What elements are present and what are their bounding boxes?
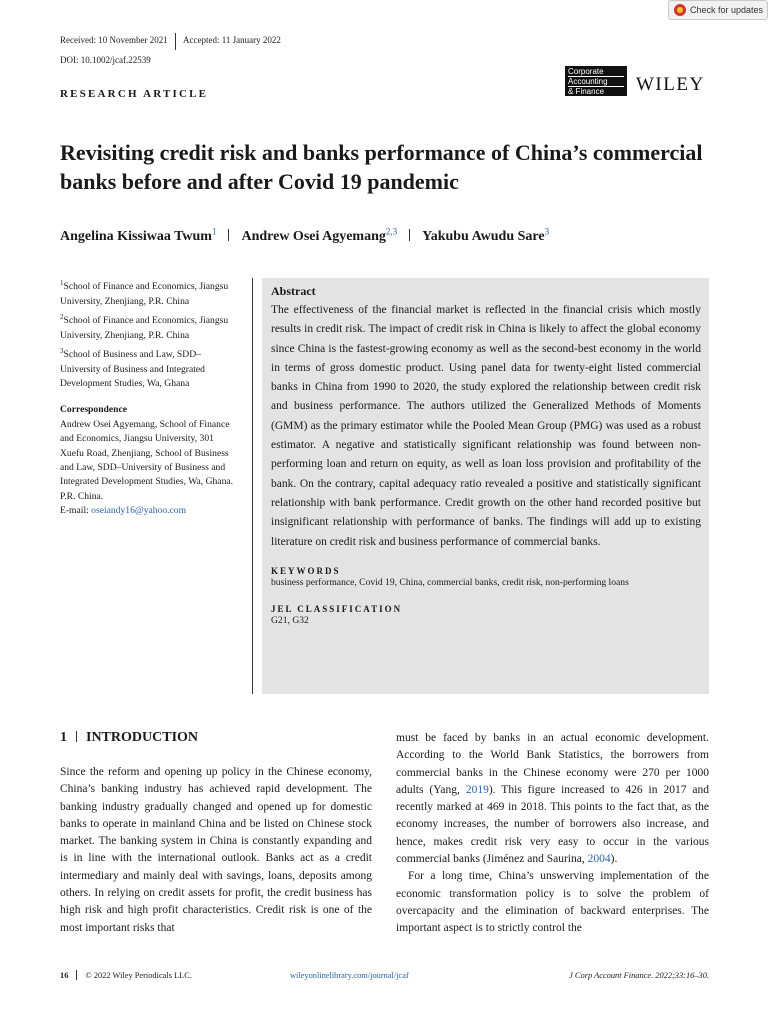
copyright: © 2022 Wiley Periodicals LLC.	[85, 970, 192, 980]
body-paragraph: For a long time, China’s unswerving implementation of the economic transformation policy is to solve the problem of overcapacity and the elimination of backward enterprises. The important aspect is to strictly control the	[396, 870, 709, 935]
journal-logo-line: Corporate	[568, 67, 624, 77]
page-number: 16	[60, 970, 69, 980]
article-type: RESEARCH ARTICLE	[60, 88, 209, 100]
correspondence-heading: Correspondence	[60, 404, 127, 416]
article-title: Revisiting credit risk and banks performance of China’s commercial banks before and after Covid 19 pandemic	[60, 140, 703, 194]
author-name[interactable]: Yakubu Awudu Sare$^3$	[422, 226, 550, 244]
jel-heading: JEL CLASSIFICATION	[271, 603, 403, 614]
keywords-text: business performance, Covid 19, China, commercial banks, credit risk, non-performing loans	[271, 576, 629, 588]
header-divider	[175, 33, 176, 50]
citation-link[interactable]: 2004	[587, 853, 611, 866]
publisher-logo: WILEY	[636, 74, 705, 95]
check-for-updates-button[interactable]	[668, 0, 768, 20]
body-column-right	[396, 730, 709, 938]
accepted-date: Accepted: 11 January 2022	[183, 35, 281, 45]
page-footer	[60, 970, 709, 980]
journal-logo	[565, 66, 627, 96]
email-link[interactable]: oseiandy16@yahoo.com	[91, 505, 187, 517]
affiliation: $^3$School of Business and Law, SDD–University of Business and Integrated Development Studies, Wa, Ghana	[60, 347, 205, 389]
affiliation: $^2$School of Finance and Economics, Jiangsu University, Zhenjiang, P.R. China	[60, 313, 229, 341]
received-date: Received: 10 November 2021	[60, 35, 168, 45]
affiliations-panel	[60, 276, 240, 519]
journal-citation: J Corp Account Finance. 2022;33:16–30.	[569, 970, 709, 980]
journal-logo-line: & Finance	[568, 87, 624, 97]
section-heading: 1 INTRODUCTION	[60, 730, 199, 745]
correspondence-email: E-mail: oseiandy16@yahoo.com	[60, 505, 187, 517]
abstract-rule	[252, 278, 253, 694]
author-name[interactable]: Angelina Kissiwaa Twum$^1$	[60, 226, 217, 244]
journal-logo-line: Accounting	[568, 77, 624, 87]
journal-url-link[interactable]: wileyonlinelibrary.com/journal/jcaf	[289, 970, 409, 980]
abstract-heading: Abstract	[271, 284, 316, 298]
abstract-text: The effectiveness of the financial market is reflected in the financial crisis which mostly results in credit risk. The impact of credit risk in China is likely to affect the global economy since China is the fastest-growing economy as well as the second-best economy in the world in terms of gross domestic product. Using panel data for twenty-eight listed commercial banks in China from 1990 to 2020, the study explored the relationship between credit risk and business performance. The authors utilized the Generalized Methods of Moments (GMM) as the primary estimator while the Pooled Mean Group (PMG) was used as a robust estimator. A negative and statistically significant relationship was found between non-performing loan and return on equity, as well as loan loss provision and profitability of the bank. On the contrary, capital adequacy ratio revealed a positive and statistically significant relationship with bank performance. Credit growth on the other hand recorded positive but insignificant relationship with performance of banks. The findings will add up to existing literature on credit risk and business performance of commercial banks.	[271, 304, 701, 548]
keywords-heading: KEYWORDS	[271, 565, 341, 576]
body-column-left: Since the reform and opening up policy in the Chinese economy, China’s banking industry has achieved rapid development. The banking industry gradually changed and opened up for domestic banks to operate in mainland China and be listed on Chinese stock market. The banking system in China is constantly expanding and is in line with the international outlook. Banks act as a credit intermediary and mainly deal with savings, loans, deposits among others. In relying on credit assets for profit, the credit business has high risk and high profit characteristics. Credit risk is one of the most important risks that	[60, 766, 372, 934]
check-for-updates-label: Check for updates	[690, 5, 764, 15]
jel-text: G21, G32	[271, 614, 309, 626]
affiliation: $^1$School of Finance and Economics, Jiangsu University, Zhenjiang, P.R. China	[60, 279, 229, 307]
doi[interactable]: DOI: 10.1002/jcaf.22539	[60, 55, 151, 65]
citation-link[interactable]: 2019	[465, 783, 489, 796]
correspondence-text: Andrew Osei Agyemang, School of Finance and Economics, Jiangsu University, 301 Xuefu Road, Zhenjiang, School of Business and Law, SDD–University of Business and Integrated Development Studies, Wa, Ghana. P.R. China.	[60, 418, 234, 502]
author-list	[60, 226, 549, 245]
update-icon	[674, 4, 686, 16]
abstract-box	[262, 278, 709, 694]
body-paragraph: must be faced by banks in an actual economic development. According to the World Bank Statistics, the borrowers from commercial banks in the Chinese economy were 270 per 1000 adults (Yang, 2019). This figure increased to 426 in 2017 and recently marked at 469 in 2018. This points to the fact that, as the economy increases, the number of borrowers also increase, and hence, makes credit risk very easy to occur in the various commercial banks (Jiménez and Saurina, 2004).	[396, 732, 710, 866]
author-name[interactable]: Andrew Osei Agyemang$^{2,3}$	[241, 226, 398, 244]
